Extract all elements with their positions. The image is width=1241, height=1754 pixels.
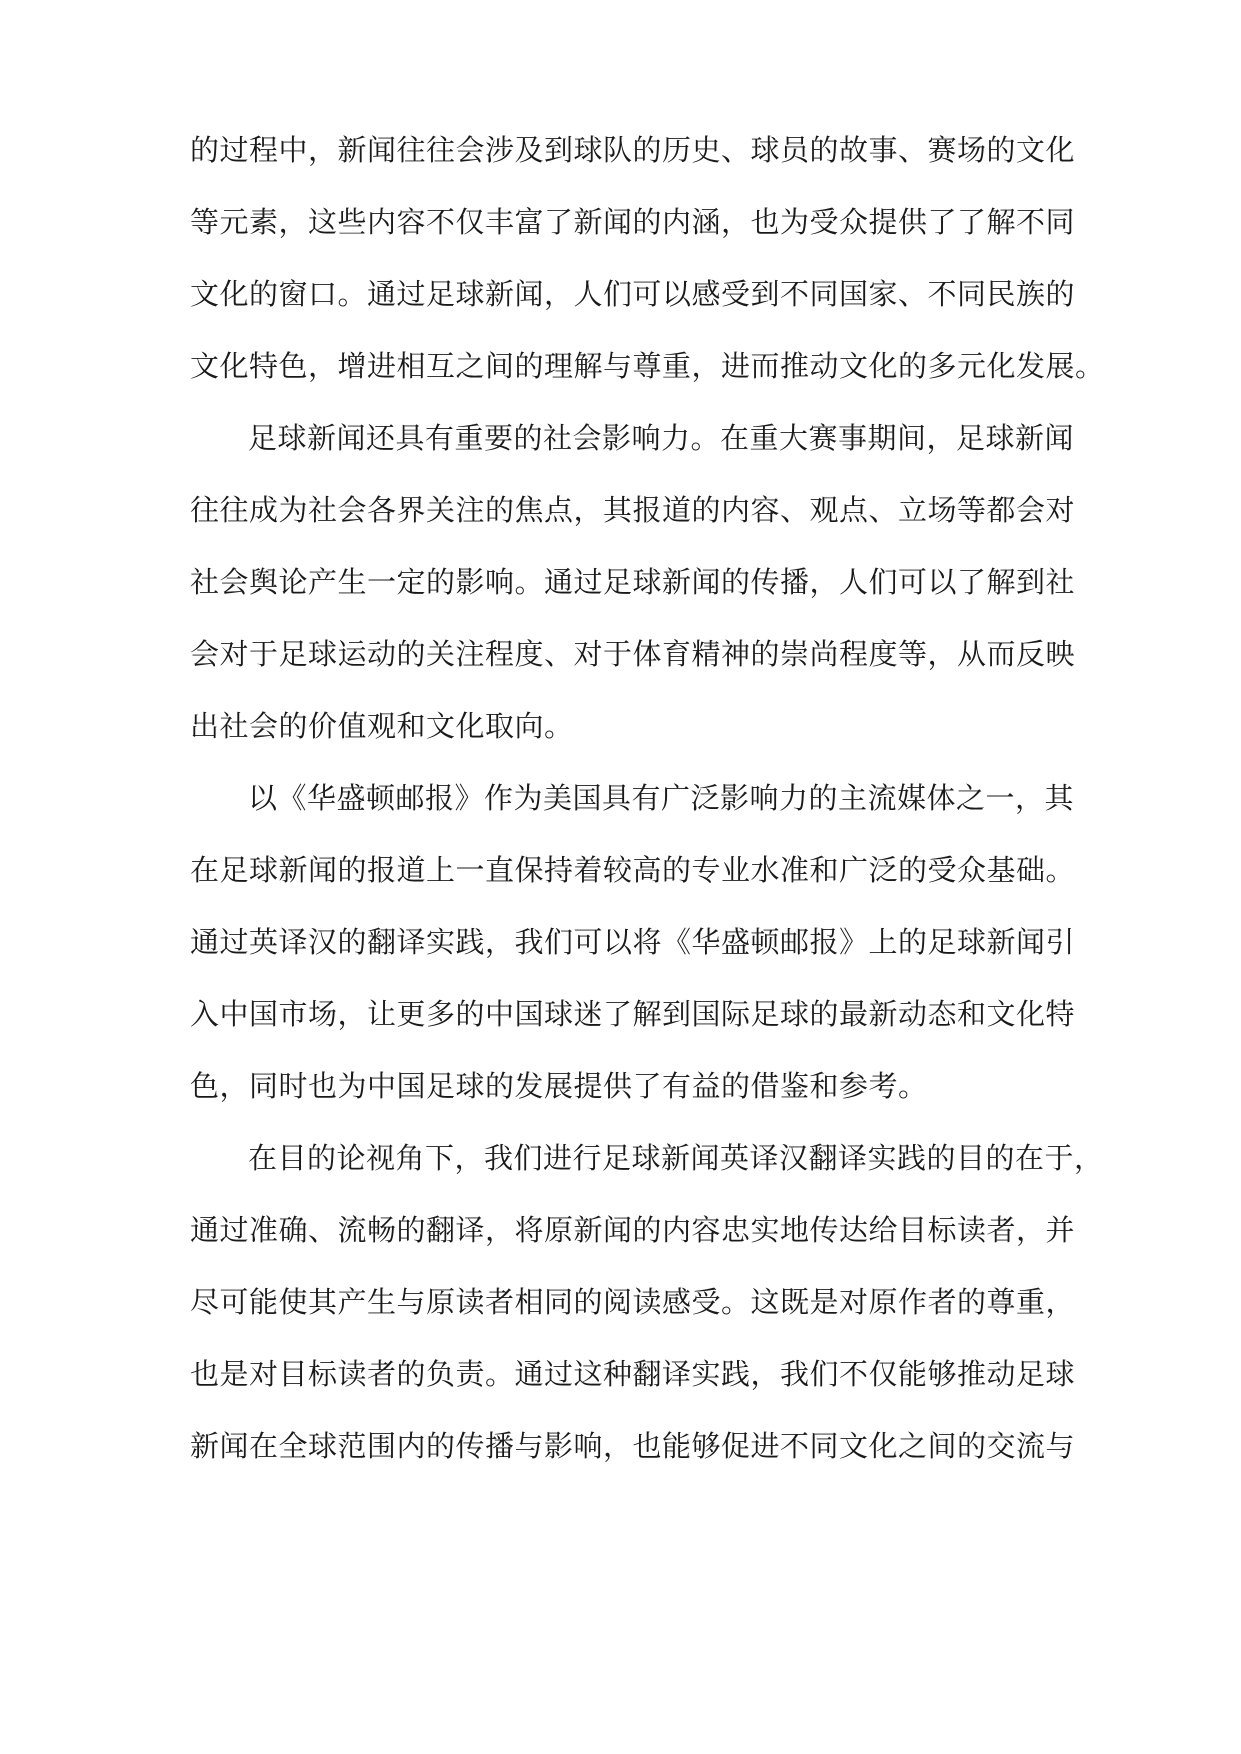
paragraph-4-line-1: 在目的论视角下，我们进行足球新闻英译汉翻译实践的目的在于，: [248, 1141, 1104, 1175]
paragraph-4-line-5: 新闻在全球范围内的传播与影响，也能够促进不同文化之间的交流与: [190, 1429, 1076, 1463]
paragraph-2-line-3: 社会舆论产生一定的影响。通过足球新闻的传播，人们可以了解到社: [190, 565, 1076, 599]
paragraph-4-line-3: 尽可能使其产生与原读者相同的阅读感受。这既是对原作者的尊重，: [190, 1285, 1076, 1319]
paragraph-3-line-2: 在足球新闻的报道上一直保持着较高的专业水准和广泛的受众基础。: [190, 853, 1076, 887]
paragraph-3-line-1: 以《华盛顿邮报》作为美国具有广泛影响力的主流媒体之一，其: [248, 781, 1075, 815]
paragraph-4-line-2: 通过准确、流畅的翻译，将原新闻的内容忠实地传达给目标读者，并: [190, 1213, 1076, 1247]
paragraph-1-line-3: 文化的窗口。通过足球新闻，人们可以感受到不同国家、不同民族的: [190, 277, 1076, 311]
paragraph-1-line-4: 文化特色，增进相互之间的理解与尊重，进而推动文化的多元化发展。: [190, 349, 1105, 383]
paragraph-4-line-4: 也是对目标读者的负责。通过这种翻译实践，我们不仅能够推动足球: [190, 1357, 1076, 1391]
paragraph-3-line-4: 入中国市场，让更多的中国球迷了解到国际足球的最新动态和文化特: [190, 997, 1076, 1031]
paragraph-1-line-2: 等元素，这些内容不仅丰富了新闻的内涵，也为受众提供了了解不同: [190, 205, 1076, 239]
paragraph-2-line-5: 出社会的价值观和文化取向。: [190, 709, 574, 743]
paragraph-3-line-3: 通过英译汉的翻译实践，我们可以将《华盛顿邮报》上的足球新闻引: [190, 925, 1076, 959]
paragraph-2-line-1: 足球新闻还具有重要的社会影响力。在重大赛事期间，足球新闻: [248, 421, 1075, 455]
paragraph-3-line-5: 色，同时也为中国足球的发展提供了有益的借鉴和参考。: [190, 1069, 928, 1103]
paragraph-2-line-4: 会对于足球运动的关注程度、对于体育精神的崇尚程度等，从而反映: [190, 637, 1076, 671]
paragraph-1-line-1: 的过程中，新闻往往会涉及到球队的历史、球员的故事、赛场的文化: [190, 133, 1076, 167]
paragraph-2-line-2: 往往成为社会各界关注的焦点，其报道的内容、观点、立场等都会对: [190, 493, 1076, 527]
